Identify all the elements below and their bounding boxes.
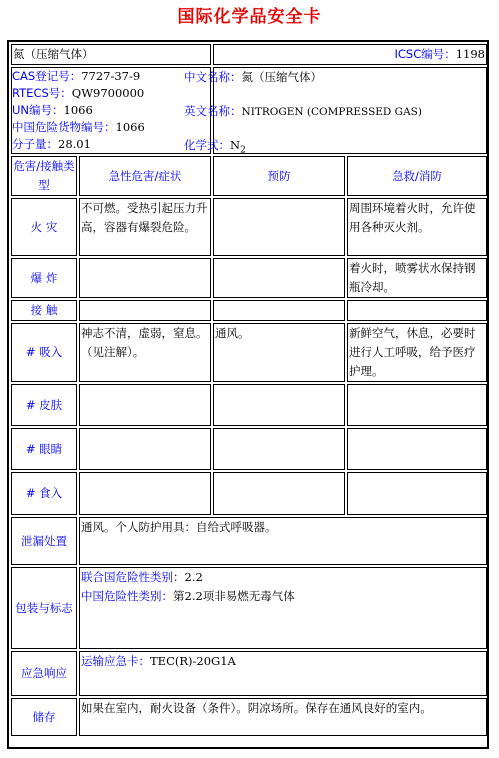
spill-row xyxy=(11,517,487,565)
cn-name-line xyxy=(184,69,484,86)
hazard-row-ingestion xyxy=(11,472,487,515)
mw-value: 28.01 xyxy=(58,137,91,151)
cn-dg-label: 中国危险货物编号： xyxy=(12,120,116,134)
mw-label: 分子量： xyxy=(12,137,58,151)
rtecs-value: QW9700000 xyxy=(71,86,145,100)
cas-line xyxy=(12,68,210,85)
eyes-label: # 眼睛 xyxy=(11,428,77,470)
emergency-label: 应急响应 xyxy=(11,651,77,696)
skin-label: # 皮肤 xyxy=(11,384,77,426)
explosion-label: 爆 炸 xyxy=(11,258,77,298)
hazard-row-explosion xyxy=(11,258,487,298)
eyes-prevention xyxy=(213,428,345,470)
rtecs-line xyxy=(12,85,210,102)
cn-name-label: 中文名称： xyxy=(184,70,242,84)
inhalation-first-aid: 新鲜空气，休息，必要时进行人工呼吸，给予医疗护理。 xyxy=(347,323,487,382)
fire-first-aid: 周围环境着火时，允许使用各种灭火剂。 xyxy=(347,198,487,256)
ingestion-label: # 食入 xyxy=(11,472,77,515)
cn-class-line xyxy=(81,587,485,606)
formula-main: N xyxy=(230,138,241,152)
ingestion-prevention xyxy=(213,472,345,515)
inhalation-prevention: 通风。 xyxy=(213,323,345,382)
un-value: 1066 xyxy=(63,103,93,117)
hazard-row-fire xyxy=(11,198,487,256)
skin-first-aid xyxy=(347,384,487,426)
col-symptom-header: 急性危害/症状 xyxy=(79,156,211,196)
fire-prevention xyxy=(213,198,345,256)
packaging-row xyxy=(11,567,487,649)
skin-symptom xyxy=(79,384,211,426)
contact-first-aid xyxy=(347,300,487,321)
ingestion-symptom xyxy=(79,472,211,515)
hazard-row-contact xyxy=(11,300,487,321)
un-class-label: 联合国危险性类别： xyxy=(81,570,185,584)
formula-subscript: 2 xyxy=(240,145,246,156)
hazard-row-eyes xyxy=(11,428,487,470)
col-type-header: 危害/接触类型 xyxy=(11,156,77,196)
emergency-row xyxy=(11,651,487,696)
storage-text: 如果在室内，耐火设备（条件）。阴凉场所。保存在通风良好的室内。 xyxy=(79,698,487,736)
hazard-row-skin xyxy=(11,384,487,426)
formula-value xyxy=(230,138,246,156)
column-header-row xyxy=(11,156,487,196)
packaging-text xyxy=(79,567,487,649)
cn-dg-line xyxy=(12,119,210,136)
un-class-line xyxy=(81,568,485,587)
storage-row xyxy=(11,698,487,736)
cas-label: CAS登记号： xyxy=(12,69,82,83)
eyes-symptom xyxy=(79,428,211,470)
inhalation-symptom: 神志不清，虚弱，窒息。（见注解）。 xyxy=(79,323,211,382)
ingestion-first-aid xyxy=(347,472,487,515)
un-line xyxy=(12,102,210,119)
explosion-prevention xyxy=(213,258,345,298)
cn-name-value: 氮（压缩气体） xyxy=(241,70,322,84)
eyes-first-aid xyxy=(347,428,487,470)
skin-prevention xyxy=(213,384,345,426)
hazard-row-inhalation xyxy=(11,323,487,382)
cn-class-value: 第2.2项非易燃无毒气体 xyxy=(173,589,295,603)
en-name-line xyxy=(184,103,484,120)
cn-class-label: 中国危险性类别： xyxy=(81,589,173,603)
en-name-label: 英文名称： xyxy=(184,104,242,118)
icsc-number xyxy=(213,44,487,65)
fire-symptom: 不可燃。受热引起压力升高，容器有爆裂危险。 xyxy=(79,198,211,256)
chemical-names xyxy=(184,69,484,154)
formula-label: 化学式： xyxy=(184,138,230,152)
emergency-text xyxy=(79,651,487,696)
col-first-aid-header: 急救/消防 xyxy=(347,156,487,196)
cn-dg-value: 1066 xyxy=(115,120,145,134)
formula-line xyxy=(184,137,484,154)
contact-prevention xyxy=(213,300,345,321)
icsc-value: 1198 xyxy=(455,47,486,61)
spill-label: 泄漏处置 xyxy=(11,517,77,565)
rtecs-label: RTECS号： xyxy=(12,86,72,100)
fire-label: 火 灾 xyxy=(11,198,77,256)
icsc-label: ICSC编号： xyxy=(394,47,456,61)
emergency-card-value: TEC(R)-20G1A xyxy=(150,654,236,668)
identifier-block xyxy=(11,67,211,154)
substance-name: 氮（压缩气体） xyxy=(11,44,211,65)
emergency-card-label: 运输应急卡： xyxy=(81,654,150,668)
inhalation-label: # 吸入 xyxy=(11,323,77,382)
en-name-value: NITROGEN (COMPRESSED GAS) xyxy=(241,106,422,118)
mw-line xyxy=(12,136,210,153)
header-row xyxy=(11,44,487,65)
card-title: 国际化学品安全卡 xyxy=(177,7,322,27)
explosion-symptom xyxy=(79,258,211,298)
explosion-first-aid: 着火时，喷雾状水保持钢瓶冷却。 xyxy=(347,258,487,298)
col-prevention-header: 预防 xyxy=(213,156,345,196)
spill-text: 通风。个人防护用具：自给式呼吸器。 xyxy=(79,517,487,565)
contact-label: 接 触 xyxy=(11,300,77,321)
storage-label: 储存 xyxy=(11,698,77,736)
packaging-label: 包装与标志 xyxy=(11,567,77,649)
contact-symptom xyxy=(79,300,211,321)
un-class-value: 2.2 xyxy=(184,570,203,584)
cas-value: 7727-37-9 xyxy=(81,69,141,83)
un-label: UN编号： xyxy=(12,103,64,117)
